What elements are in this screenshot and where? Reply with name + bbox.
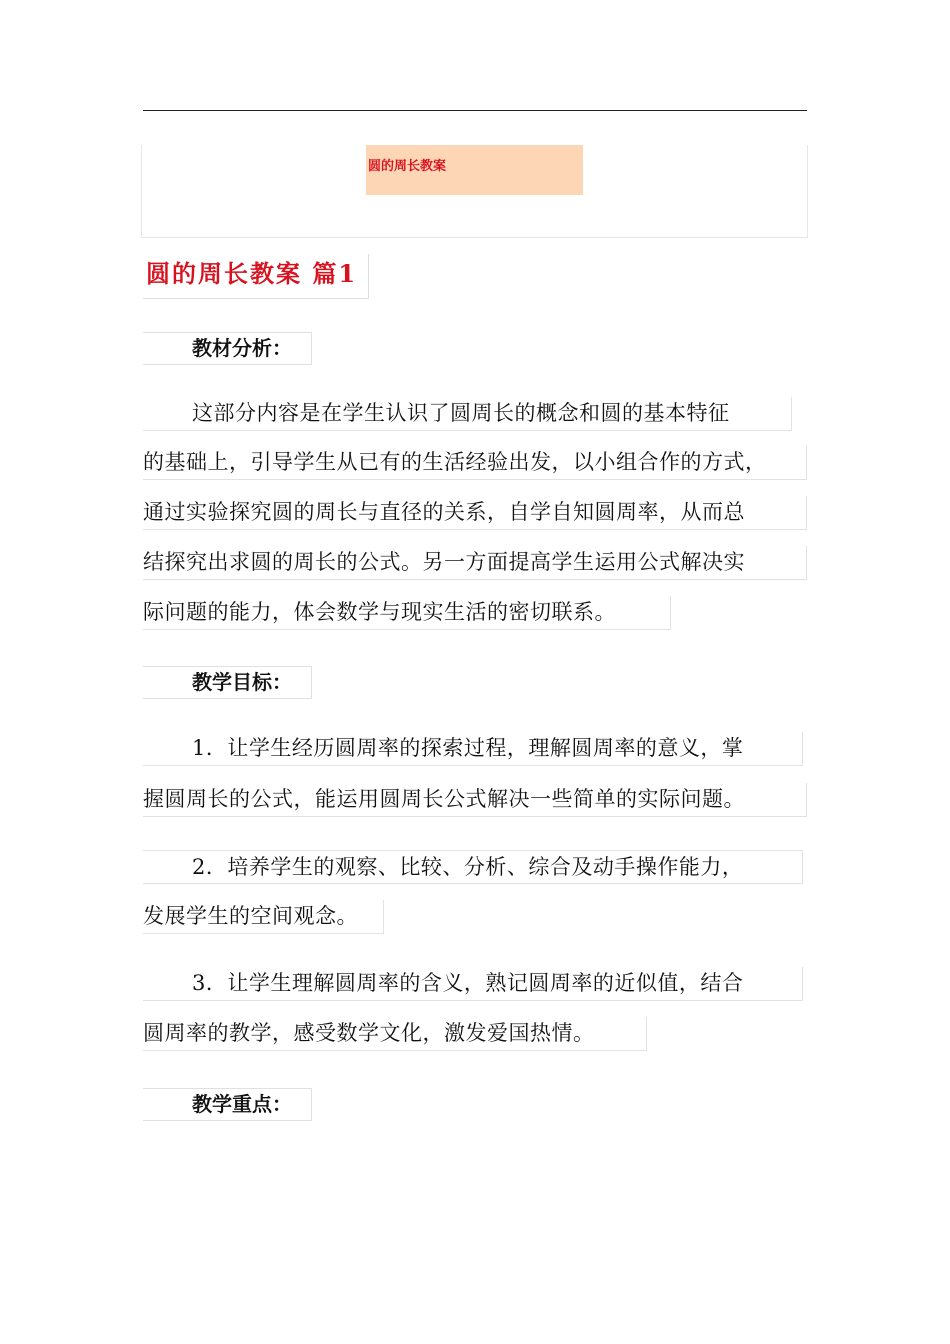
goal-3-line: 3．让学生理解圆周率的含义，熟记圆周率的近似值，结合 bbox=[143, 967, 803, 1001]
goal-1-line: 握圆周长的公式，能运用圆周长公式解决一些简单的实际问题。 bbox=[143, 783, 807, 817]
paragraph-line: 际问题的能力，体会数学与现实生活的密切联系。 bbox=[143, 596, 671, 630]
section-heading-material-analysis: 教材分析： bbox=[143, 332, 312, 365]
goal-1-line: 1．让学生经历圆周率的探索过程，理解圆周率的意义，掌 bbox=[143, 732, 803, 766]
paragraph-line: 通过实验探究圆的周长与直径的关系，自学自知圆周率，从而总 bbox=[143, 496, 807, 530]
section-heading-teaching-goals: 教学目标： bbox=[143, 666, 312, 699]
paragraph-line: 的基础上，引导学生从已有的生活经验出发，以小组合作的方式， bbox=[143, 446, 807, 480]
article-title: 圆的周长教案 篇1 bbox=[143, 254, 369, 299]
header-banner-title: 圆的周长教案 bbox=[366, 145, 583, 195]
top-rule bbox=[143, 110, 807, 111]
goal-2-line: 2．培养学生的观察、比较、分析、综合及动手操作能力， bbox=[143, 850, 803, 884]
section-heading-teaching-focus: 教学重点： bbox=[143, 1088, 312, 1121]
paragraph-line: 这部分内容是在学生认识了圆周长的概念和圆的基本特征 bbox=[143, 397, 792, 431]
paragraph-line: 结探究出求圆的周长的公式。另一方面提高学生运用公式解决实 bbox=[143, 546, 807, 580]
goal-3-line: 圆周率的教学，感受数学文化，激发爱国热情。 bbox=[143, 1017, 647, 1051]
goal-2-line: 发展学生的空间观念。 bbox=[143, 900, 384, 934]
